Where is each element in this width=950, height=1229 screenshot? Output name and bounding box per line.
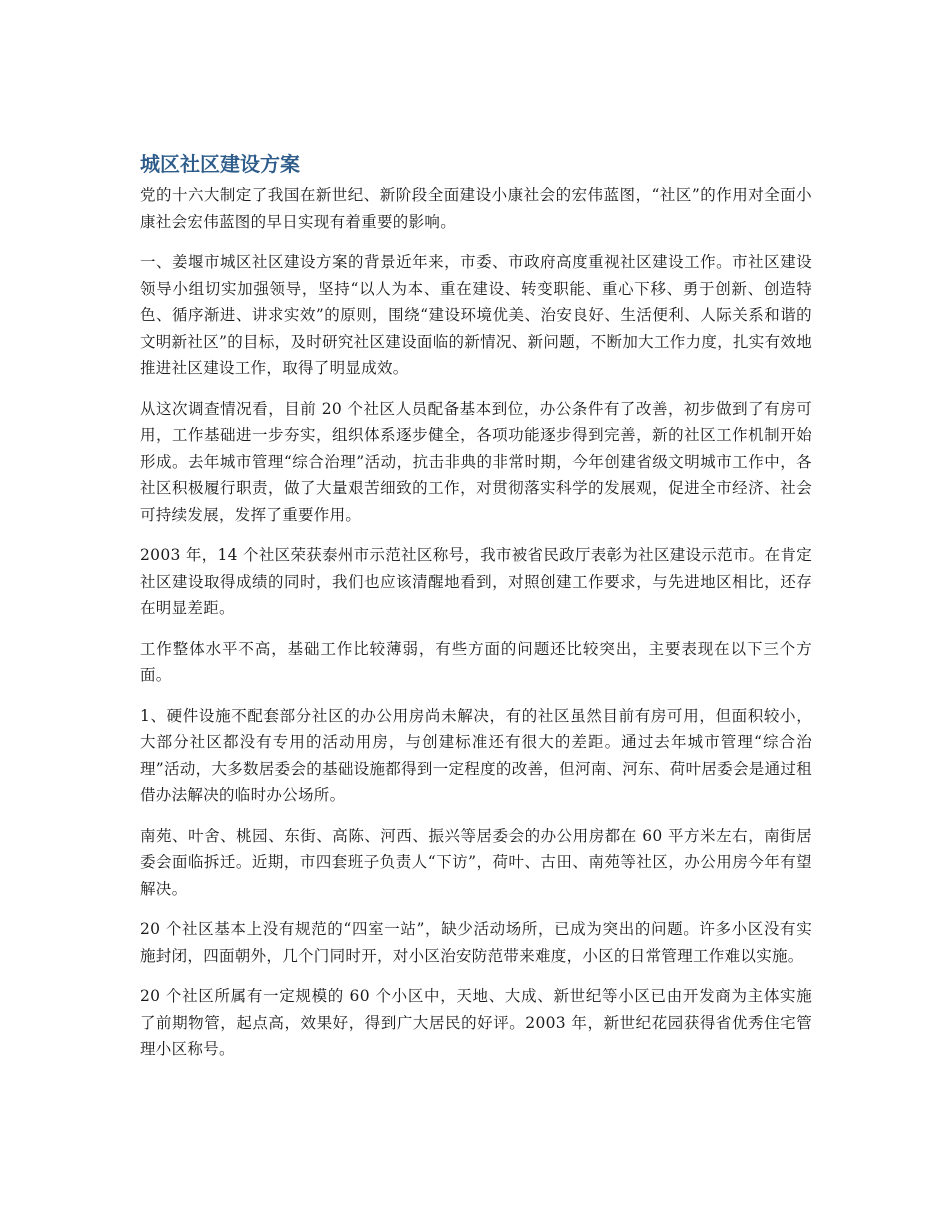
paragraph-background: 一、姜堰市城区社区建设方案的背景近年来，市委、市政府高度重视社区建设工作。市社区建设领导小组切实加强领导，坚持“以人为本、重在建设、转变职能、重心下移、勇于创新、创造特色、循序渐进、讲求实效”的原则，围绕“建设环境优美、治安良好、生活便利、人际关系和谐的文明新社区”的目标，及时研究社区建设面临的新情况、新问题，不断加大工作力度，扎实有效地推进社区建设工作，取得了明显成效。 bbox=[140, 253, 812, 377]
paragraph-survey: 从这次调查情况看，目前 20 个社区人员配备基本到位，办公条件有了改善，初步做到了有房可用，工作基础进一步夯实，组织体系逐步健全，各项功能逐步得到完善，新的社区工作机制开始形成。去年城市管理“综合治理”活动，抗击非典的非常时期，今年创建省级文明城市工作中，各社区积极履行职责，做了大量艰苦细致的工作，对贯彻落实科学的发展观，促进全市经济、社会可持续发展，发挥了重要作用。 bbox=[140, 399, 812, 524]
paragraph-intro: 党的十六大制定了我国在新世纪、新阶段全面建设小康社会的宏伟蓝图，“社区”的作用对全面小康社会宏伟蓝图的早日实现有着重要的影响。 bbox=[140, 186, 812, 231]
paragraph-property-management: 20 个社区所属有一定规模的 60 个小区中，天地、大成、新世纪等小区已由开发商为主体实施了前期物管，起点高，效果好，得到广大居民的好评。2003 年，新世纪花园获得省优秀住宅管理小区称号。 bbox=[140, 987, 812, 1058]
document-title: 城区社区建设方案 bbox=[140, 152, 300, 176]
paragraph-activity-venues: 20 个社区基本上没有规范的“四室一站”，缺少活动场所，已成为突出的问题。许多小区没有实施封闭，四面朝外，几个门同时开，对小区治安防范带来难度，小区的日常管理工作难以实施。 bbox=[140, 920, 812, 965]
paragraph-hardware-facilities: 1、硬件设施不配套部分社区的办公用房尚未解决，有的社区虽然目前有房可用，但面积较小，大部分社区都没有专用的活动用房，与创建标准还有很大的差距。通过去年城市管理“综合治理”活动，大多数居委会的基础设施都得到一定程度的改善，但河南、河东、荷叶居委会是通过租借办法解决的临时办公场所。 bbox=[140, 706, 812, 804]
paragraph-problems-summary: 工作整体水平不高，基础工作比较薄弱，有些方面的问题还比较突出，主要表现在以下三个方面。 bbox=[140, 639, 812, 684]
paragraph-office-space: 南苑、叶舍、桃园、东街、高陈、河西、振兴等居委会的办公用房都在 60 平方米左右，南街居委会面临拆迁。近期，市四套班子负责人“下访”，荷叶、古田、南苑等社区，办公用房今年有望解决。 bbox=[140, 826, 812, 898]
paragraph-2003-achievements: 2003 年，14 个社区荣获泰州市示范社区称号，我市被省民政厅表彰为社区建设示范市。在肯定社区建设取得成绩的同时，我们也应该清醒地看到，对照创建工作要求，与先进地区相比，还存在明显差距。 bbox=[140, 546, 812, 617]
document-page bbox=[140, 150, 812, 1077]
